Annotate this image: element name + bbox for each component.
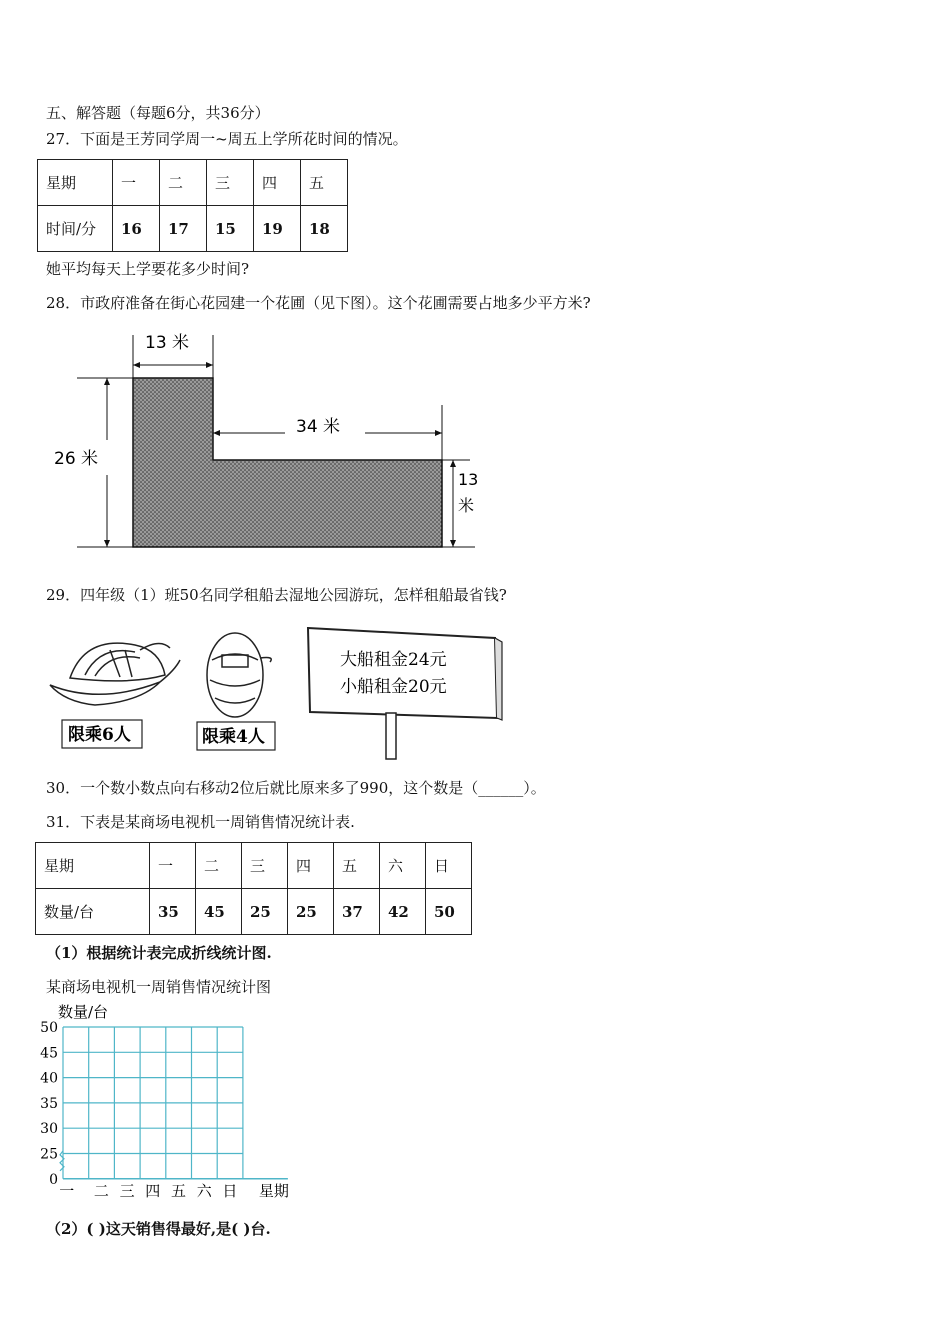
table-cell: 37: [334, 889, 380, 935]
table-cell: 五: [334, 843, 380, 889]
table-cell: 四: [254, 160, 301, 206]
y-tick-label: 35: [40, 1095, 58, 1112]
x-axis-label: 星期: [258, 1181, 289, 1200]
table-row: [36, 843, 472, 889]
small-boat-icon: [207, 633, 271, 717]
y-tick-label: 0: [49, 1171, 58, 1188]
table-cell: 42: [380, 889, 426, 935]
section-title: 五、解答题（每题6分，共36分）: [46, 104, 270, 122]
table-cell: 25: [288, 889, 334, 935]
table-cell: 一: [113, 160, 160, 206]
sign-post: [386, 713, 396, 759]
table-cell: 50: [426, 889, 472, 935]
right-height-number: 13: [458, 470, 479, 489]
table-cell: 四: [288, 843, 334, 889]
x-tick-label: 三: [119, 1181, 135, 1200]
q30-text: 30．一个数小数点向右移动2位后就比原来多了990，这个数是（______）。: [46, 779, 546, 797]
table-cell: 星期: [38, 160, 113, 206]
table-cell: 45: [196, 889, 242, 935]
table-row: [38, 206, 348, 252]
table-cell: 一: [150, 843, 196, 889]
q27-question: 她平均每天上学要花多少时间?: [46, 260, 250, 278]
y-tick-label: 40: [40, 1070, 58, 1087]
y-tick-label: 30: [40, 1121, 58, 1138]
top-width-label: 13 米: [145, 333, 190, 353]
height-label: 26 米: [54, 449, 99, 469]
garden-figure: [40, 325, 490, 560]
boat1-label: 限乘6人: [68, 725, 131, 745]
x-tick-label: 五: [170, 1181, 187, 1200]
q31-sub2: （2）( )这天销售得最好,是( )台.: [46, 1220, 271, 1238]
q31-table: [35, 842, 472, 935]
q27-text: 27．下面是王芳同学周一~周五上学所花时间的情况。: [46, 130, 408, 148]
table-cell: 时间/分: [38, 206, 113, 252]
table-cell: 星期: [36, 843, 150, 889]
q29-text: 29．四年级（1）班50名同学租船去湿地公园游玩，怎样租船最省钱?: [46, 586, 507, 604]
q31-text: 31．下表是某商场电视机一周销售情况统计表.: [46, 813, 355, 831]
table-cell: 数量/台: [36, 889, 150, 935]
price-sign-board: [308, 628, 497, 718]
q31-sub1: （1）根据统计表完成折线统计图.: [46, 944, 272, 962]
table-cell: 35: [150, 889, 196, 935]
inner-width-label: 34 米: [296, 417, 341, 437]
right-height-unit: 米: [458, 496, 475, 515]
x-tick-label: 一: [59, 1181, 75, 1200]
table-cell: 日: [426, 843, 472, 889]
line-chart: [30, 1000, 310, 1205]
table-cell: 18: [301, 206, 348, 252]
table-cell: 五: [301, 160, 348, 206]
table-row: [38, 160, 348, 206]
y-axis-label: 数量/台: [58, 1003, 109, 1021]
table-row: [36, 889, 472, 935]
chart-title: 某商场电视机一周销售情况统计图: [46, 978, 272, 996]
table-cell: 15: [207, 206, 254, 252]
table-cell: 19: [254, 206, 301, 252]
table-cell: 二: [196, 843, 242, 889]
x-tick-label: 二: [93, 1181, 109, 1200]
table-cell: 17: [160, 206, 207, 252]
table-cell: 25: [242, 889, 288, 935]
table-cell: 六: [380, 843, 426, 889]
y-tick-label: 25: [40, 1146, 58, 1163]
table-cell: 二: [160, 160, 207, 206]
garden-shape: [133, 378, 442, 547]
x-tick-label: 四: [145, 1181, 161, 1200]
y-tick-label: 45: [40, 1045, 58, 1062]
sign-line-2: 小船租金20元: [340, 677, 447, 697]
sign-line-1: 大船租金24元: [340, 650, 447, 670]
table-cell: 三: [207, 160, 254, 206]
x-tick-label: 日: [222, 1181, 238, 1200]
boat2-label: 限乘4人: [202, 727, 265, 747]
y-tick-label: 50: [40, 1020, 58, 1036]
x-tick-label: 六: [196, 1181, 212, 1200]
q28-text: 28．市政府准备在街心花园建一个花圃（见下图）。这个花圃需要占地多少平方米?: [46, 294, 591, 312]
big-boat-icon: [50, 643, 180, 705]
q27-table: [37, 159, 348, 252]
table-cell: 三: [242, 843, 288, 889]
boat-rental-figure: [40, 620, 520, 760]
table-cell: 16: [113, 206, 160, 252]
